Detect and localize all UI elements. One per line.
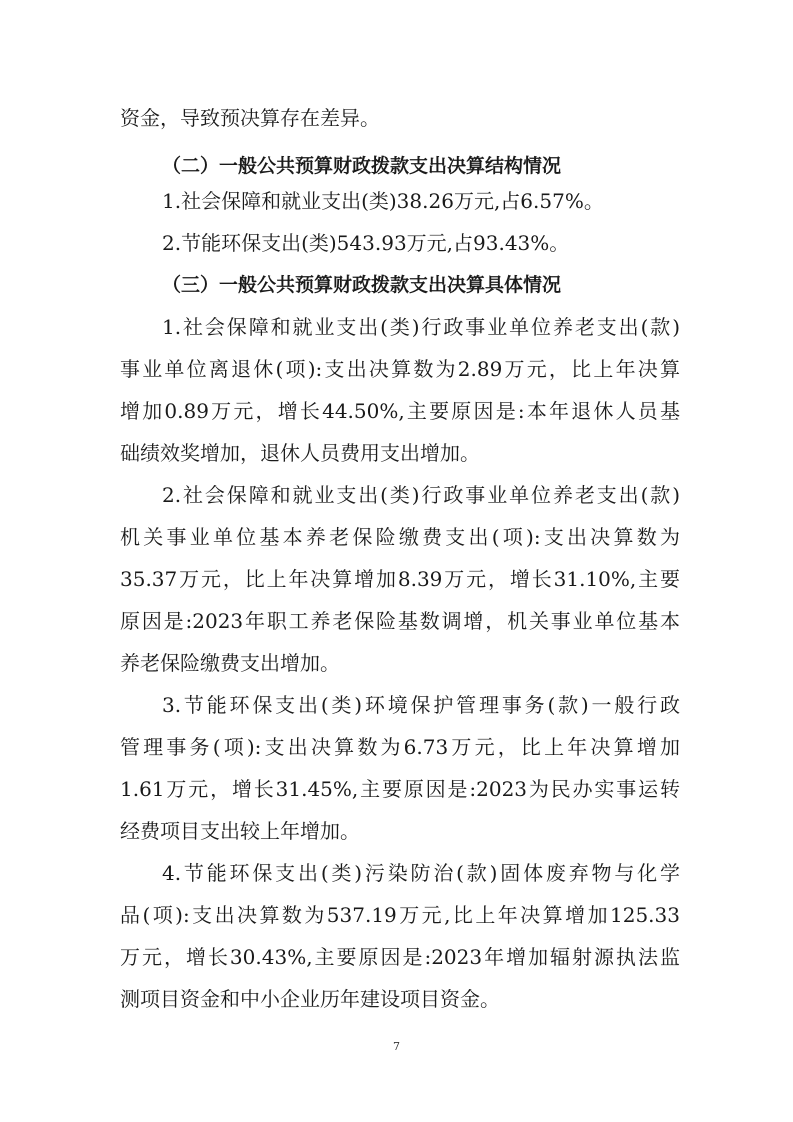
- paragraph-line: 万元，增长30.43%,主要原因是:2023年增加辐射源执法监: [120, 945, 680, 969]
- paragraph-line: 原因是:2023年职工养老保险基数调增，机关事业单位基本: [120, 609, 680, 633]
- section-heading: （二）一般公共预算财政拨款支出决算结构情况: [162, 155, 562, 177]
- paragraph-line: 养老保险缴费支出增加。: [120, 651, 340, 675]
- paragraph-line: 35.37万元，比上年决算增加8.39万元，增长31.10%,主要: [120, 567, 680, 591]
- paragraph-line: 增加0.89万元，增长44.50%,主要原因是:本年退休人员基: [120, 399, 680, 423]
- paragraph-line: 1.社会保障和就业支出(类)行政事业单位养老支出(款): [162, 315, 680, 339]
- paragraph-line: 1.61万元，增长31.45%,主要原因是:2023为民办实事运转: [120, 777, 680, 801]
- paragraph-line: 2.节能环保支出(类)543.93万元,占93.43%。: [162, 231, 570, 255]
- paragraph-line: 础绩效奖增加，退休人员费用支出增加。: [120, 441, 480, 465]
- paragraph-line: 1.社会保障和就业支出(类)38.26万元,占6.57%。: [162, 189, 604, 213]
- paragraph-line: 3.节能环保支出(类)环境保护管理事务(款)一般行政: [162, 693, 680, 717]
- paragraph-line: 机关事业单位基本养老保险缴费支出(项):支出决算数为: [120, 525, 680, 549]
- paragraph-line: 品(项):支出决算数为537.19万元,比上年决算增加125.33: [120, 903, 680, 927]
- paragraph-line: 事业单位离退休(项):支出决算数为2.89万元，比上年决算: [120, 357, 680, 381]
- paragraph-line: 经费项目支出较上年增加。: [120, 819, 360, 843]
- paragraph-line: 测项目资金和中小企业历年建设项目资金。: [120, 987, 500, 1011]
- paragraph-line: 资金，导致预决算存在差异。: [120, 106, 380, 130]
- paragraph-line: 2.社会保障和就业支出(类)行政事业单位养老支出(款): [162, 483, 680, 507]
- section-heading: （三）一般公共预算财政拨款支出决算具体情况: [162, 274, 562, 296]
- paragraph-line: 管理事务(项):支出决算数为6.73万元，比上年决算增加: [120, 735, 680, 759]
- page-number: 7: [393, 1040, 400, 1053]
- paragraph-line: 4.节能环保支出(类)污染防治(款)固体废弃物与化学: [162, 861, 680, 885]
